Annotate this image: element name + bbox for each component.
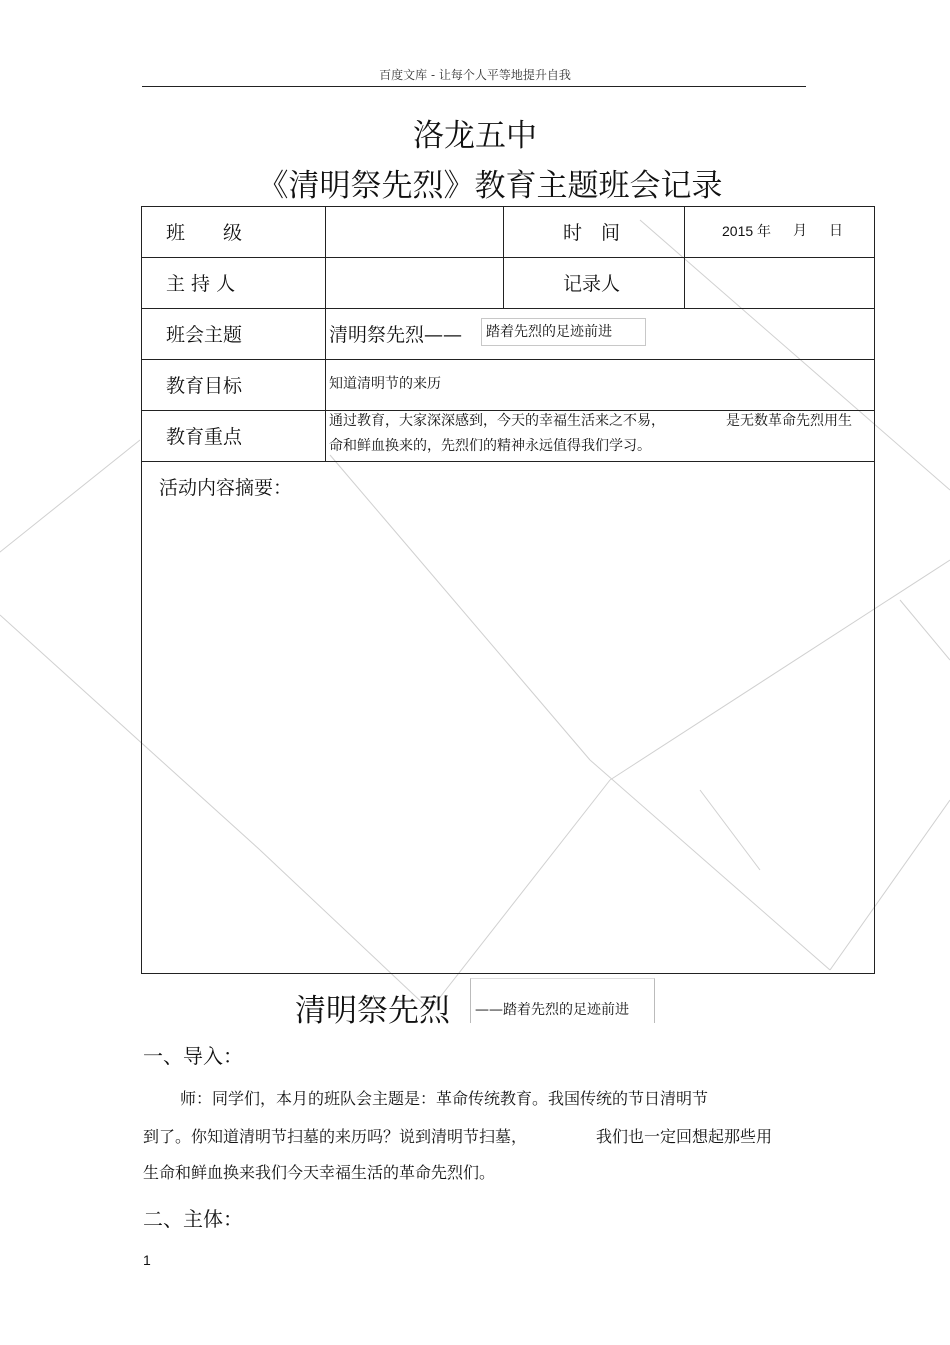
intro-paragraph-line3: 生命和鲜血换来我们今天幸福生活的革命先烈们。	[143, 1163, 496, 1182]
date-day: 日	[829, 223, 843, 239]
time-label: 时 间	[563, 222, 621, 244]
row-separator	[141, 359, 875, 360]
host-label: 主 持 人	[166, 273, 236, 295]
row-separator	[141, 257, 875, 258]
document-title: 《清明祭先烈》教育主题班会记录	[257, 168, 723, 204]
theme-prefix: 清明祭先烈——	[329, 324, 463, 346]
header-rule	[142, 86, 806, 87]
page-number: 1	[143, 1252, 151, 1268]
goal-text: 知道清明节的来历	[329, 376, 441, 392]
column-separator	[503, 206, 504, 308]
date-month: 月	[793, 223, 807, 239]
theme-suffix: 踏着先烈的足迹前进	[481, 318, 646, 346]
intro-paragraph-line2a: 到了。你知道清明节扫墓的来历吗？说到清明节扫墓，	[143, 1127, 528, 1146]
recorder-label: 记录人	[563, 273, 621, 295]
row-separator	[141, 461, 875, 462]
body-heading: 二、主体：	[143, 1207, 243, 1231]
focus-label: 教育重点	[166, 426, 243, 448]
section-subtitle: ——踏着先烈的足迹前进	[475, 1002, 629, 1018]
column-separator	[684, 206, 685, 308]
focus-line2: 命和鲜血换来的，先烈们的精神永远值得我们学习。	[329, 438, 651, 454]
goal-label: 教育目标	[166, 375, 243, 397]
summary-label: 活动内容摘要：	[159, 477, 293, 499]
table-border-left	[141, 206, 142, 974]
table-border-top	[141, 206, 875, 207]
column-separator	[325, 206, 326, 461]
focus-line1b: 是无数革命先烈用生	[726, 413, 852, 429]
theme-label: 班会主题	[166, 324, 243, 346]
class-label: 班 级	[166, 222, 243, 244]
row-separator	[141, 308, 875, 309]
page-header: 百度文库 - 让每个人平等地提升自我	[379, 68, 571, 82]
school-name: 洛龙五中	[413, 118, 537, 154]
section-subtitle-box	[470, 978, 655, 1023]
intro-paragraph-line2b: 我们也一定回想起那些用	[596, 1127, 773, 1146]
date-year: 2015 年	[722, 223, 772, 239]
table-border-bottom	[141, 973, 875, 974]
table-border-right	[874, 206, 875, 974]
focus-line1a: 通过教育，大家深深感到，今天的幸福生活来之不易，	[329, 413, 665, 429]
section-title: 清明祭先烈	[295, 993, 450, 1029]
record-table	[141, 206, 875, 974]
intro-paragraph-line1: 师：同学们，本月的班队会主题是：革命传统教育。我国传统的节日清明节	[180, 1089, 709, 1108]
intro-heading: 一、导入：	[143, 1044, 243, 1068]
